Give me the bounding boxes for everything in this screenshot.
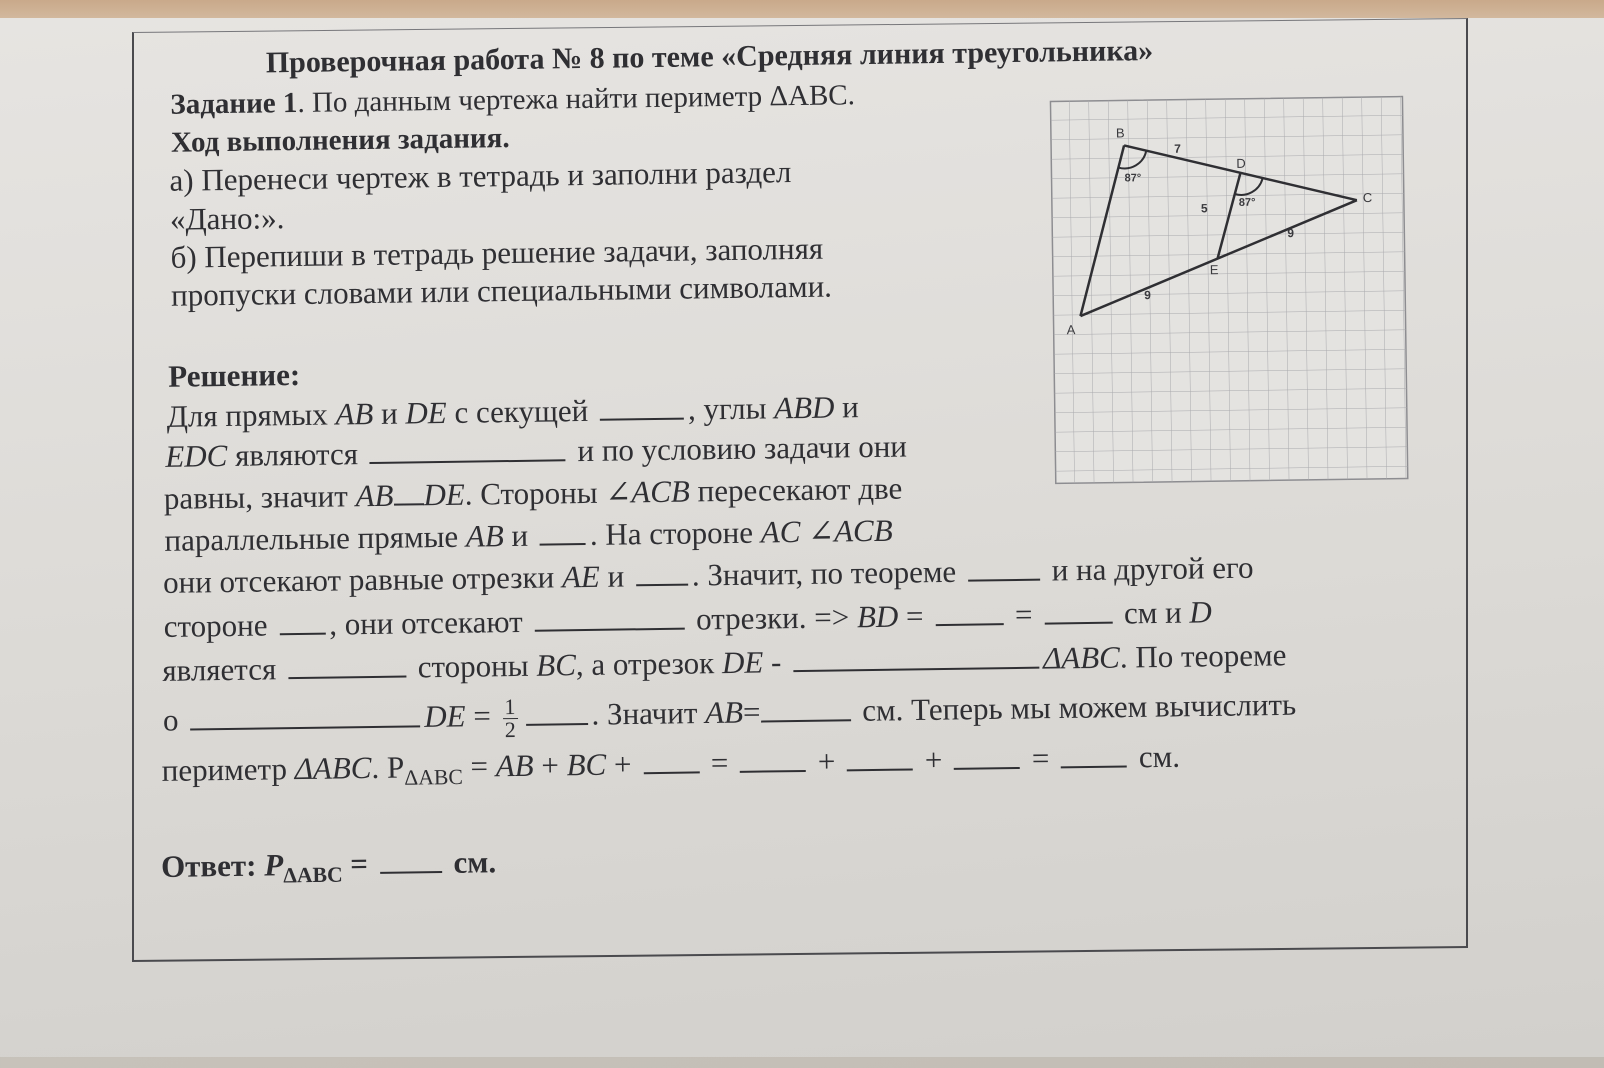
step-b-line2: пропуски словами или специальными символами. (170, 268, 833, 313)
label-angle-b: 87° (1124, 172, 1142, 185)
answer-blank[interactable] (760, 695, 850, 722)
solution-line-4: параллельные прямые AB и . На стороне AC ∠ACB (164, 512, 893, 558)
point-e-label: E (1209, 262, 1219, 278)
step-b-line1: б) Перепиши в тетрадь решение задачи, заполняя (170, 230, 824, 275)
answer-blank[interactable] (847, 744, 913, 771)
answer-blank[interactable] (935, 599, 1003, 626)
point-d-label: D (1236, 155, 1246, 171)
solution-line-3: равны, значит AB DE. Стороны ∠ACB пересекают две (163, 470, 903, 516)
step-a-line2: «Дано:». (169, 200, 285, 237)
label-angle-d: 87° (1238, 196, 1256, 209)
task-line (170, 77, 855, 123)
answer-blank[interactable] (288, 652, 406, 680)
solution-line-8: о DE = $\frac{1}{2}$ . Значит AB= см. Теперь мы можем вычислить (162, 686, 1297, 743)
answer-blank[interactable] (379, 847, 441, 874)
fraction-one-half: $\frac{1}{2}$ (504, 693, 516, 743)
progress-heading: Ход выполнения задания. (170, 122, 510, 159)
answer-blank[interactable] (636, 560, 688, 587)
label-de: 5 (1200, 201, 1208, 216)
point-b-label: B (1115, 125, 1125, 141)
solution-line-9: периметр ΔABC. $P_{\Delta ABC}$ = AB + BC + = + + = см. (161, 738, 1181, 790)
point-c-label: C (1362, 189, 1373, 206)
answer-blank[interactable] (954, 743, 1020, 770)
label-ec: 9 (1287, 226, 1295, 241)
solution-heading: Решение: (167, 356, 301, 394)
answer-blank[interactable] (540, 519, 586, 546)
triangle-drawing (1049, 96, 1410, 487)
answer-blank[interactable] (643, 747, 699, 774)
task-text: . По данным чертежа найти периметр ΔABC. (297, 79, 856, 119)
answer-blank[interactable] (190, 701, 420, 730)
solution-line-1: Для прямых AB и DE с секущей , углы ABD и (166, 389, 859, 434)
solution-line-2: EDC являются и по условию задачи они (165, 428, 908, 474)
task-label: Задание 1 (170, 86, 298, 121)
answer-blank[interactable] (740, 746, 806, 773)
point-a-label: A (1066, 322, 1076, 338)
solution-line-5: они отсекают равные отрезки AE и . Значит, по теореме и на другой его (162, 549, 1254, 600)
solution-line-6: стороне , они отсекают отрезки. => BD = = см и D (163, 594, 1213, 644)
answer-blank[interactable] (1061, 741, 1127, 768)
answer-blank[interactable] (279, 609, 325, 636)
label-bd: 7 (1174, 141, 1181, 156)
answer-blank[interactable] (393, 479, 423, 505)
answer-blank[interactable] (793, 643, 1039, 672)
answer-blank[interactable] (968, 555, 1040, 582)
answer-blank[interactable] (1044, 598, 1112, 625)
answer-blank[interactable] (534, 604, 684, 632)
triangle-figure (1049, 96, 1410, 487)
solution-line-7: является стороны BC, а отрезок DE - ΔABC. По теореме (162, 637, 1287, 688)
answer-blank[interactable] (525, 699, 587, 726)
answer-blank[interactable] (370, 435, 566, 464)
step-a-line1: а) Перенеси чертеж в тетрадь и заполни раздел (169, 154, 792, 198)
label-ae: 9 (1144, 288, 1151, 303)
answer-line: Ответ: $P_{\Delta ABC}$ = см. (160, 844, 497, 888)
grid-lines (1050, 97, 1407, 484)
worksheet-title: Проверочная работа № 8 по теме «Средняя линия треугольника» (265, 34, 1154, 80)
answer-blank[interactable] (600, 394, 684, 421)
